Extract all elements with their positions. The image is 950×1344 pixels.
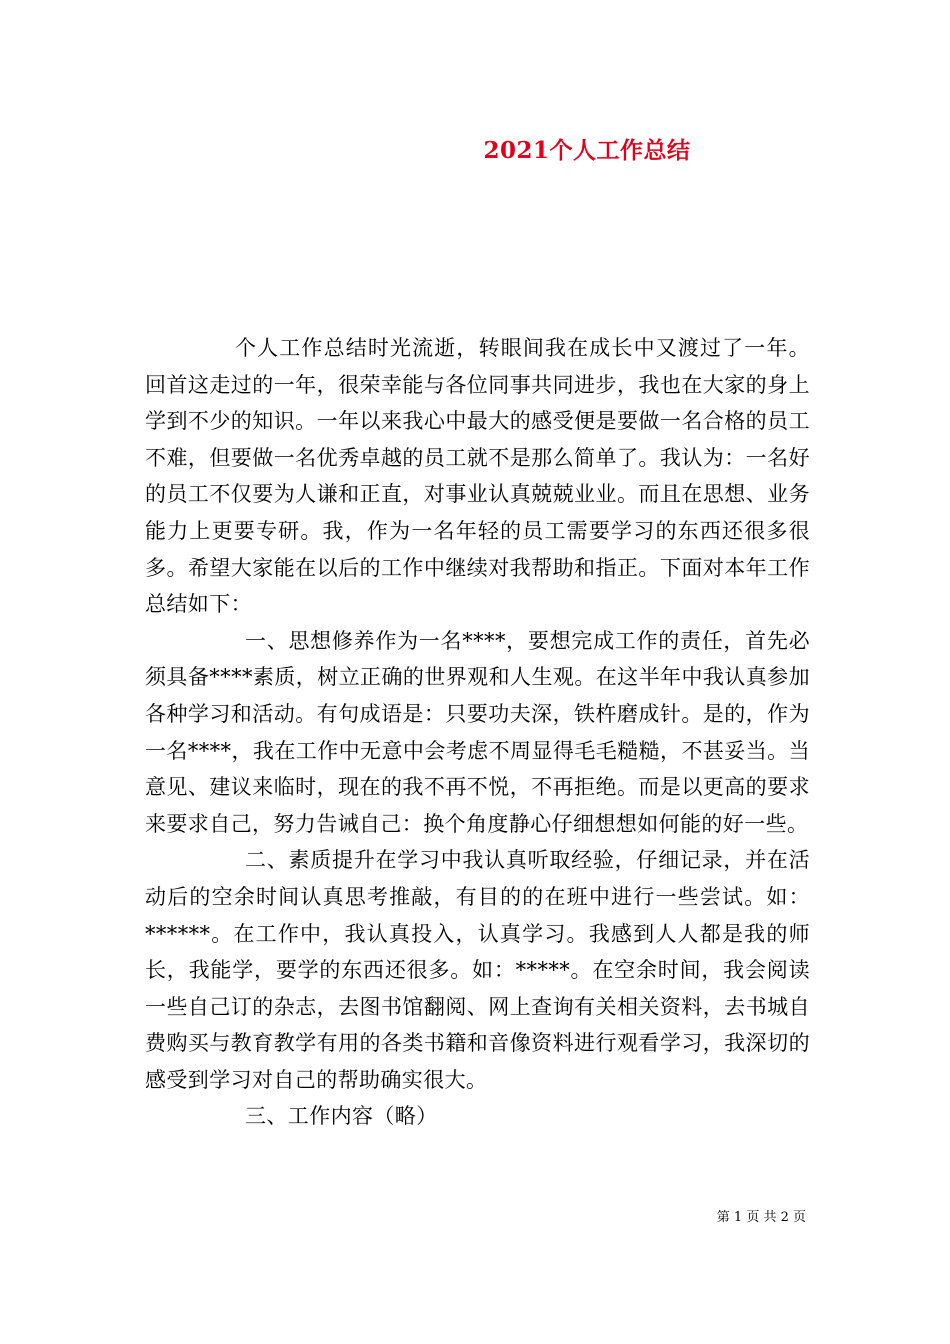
document-body — [145, 330, 810, 1135]
paragraph-section-1: 一、思想修养作为一名****，要想完成工作的责任，首先必须具备****素质，树立正确的世界观和人生观。在这半年中我认真参加各种学习和活动。有句成语是：只要功夫深，铁杵磨成针。是的，作为一名****，我在工作中无意中会考虑不周显得毛毛糙糙，不甚妥当。当意见、建议来临时，现在的我不再不悦，不再拒绝。而是以更高的要求来要求自己，努力告诫自己：换个角度静心仔细想想如何能的好一些。 — [145, 628, 810, 836]
paragraph-section-3: 三、工作内容（略） — [245, 1104, 438, 1129]
page-number-footer: 第 1 页 共 2 页 — [716, 1210, 806, 1225]
paragraph-section-2: 二、素质提升在学习中我认真听取经验，仔细记录，并在活动后的空余时间认真思考推敲，有目的的在班中进行一些尝试。如：******。在工作中，我认真投入，认真学习。我感到人人都是我的师长，我能学，要学的东西还很多。如：*****。在空余时间，我会阅读一些自己订的杂志，去图书馆翻阅、网上查询有关相关资料，去书城自费购买与教育教学有用的各类书籍和音像资料进行观看学习，我深切的感受到学习对自己的帮助确实很大。 — [145, 848, 810, 1092]
document-title: 2021个人工作总结 — [483, 137, 691, 164]
paragraph-intro: 个人工作总结时光流逝，转眼间我在成长中又渡过了一年。回首这走过的一年，很荣幸能与各位同事共同进步，我也在大家的身上学到不少的知识。一年以来我心中最大的感受便是要做一名合格的员工不难，但要做一名优秀卓越的员工就不是那么简单了。我认为：一名好的员工不仅要为人谦和正直，对事业认真兢兢业业。而且在思想、业务能力上更要专研。我，作为一名年轻的员工需要学习的东西还很多很多。希望大家能在以后的工作中继续对我帮助和指正。下面对本年工作总结如下： — [145, 336, 810, 617]
